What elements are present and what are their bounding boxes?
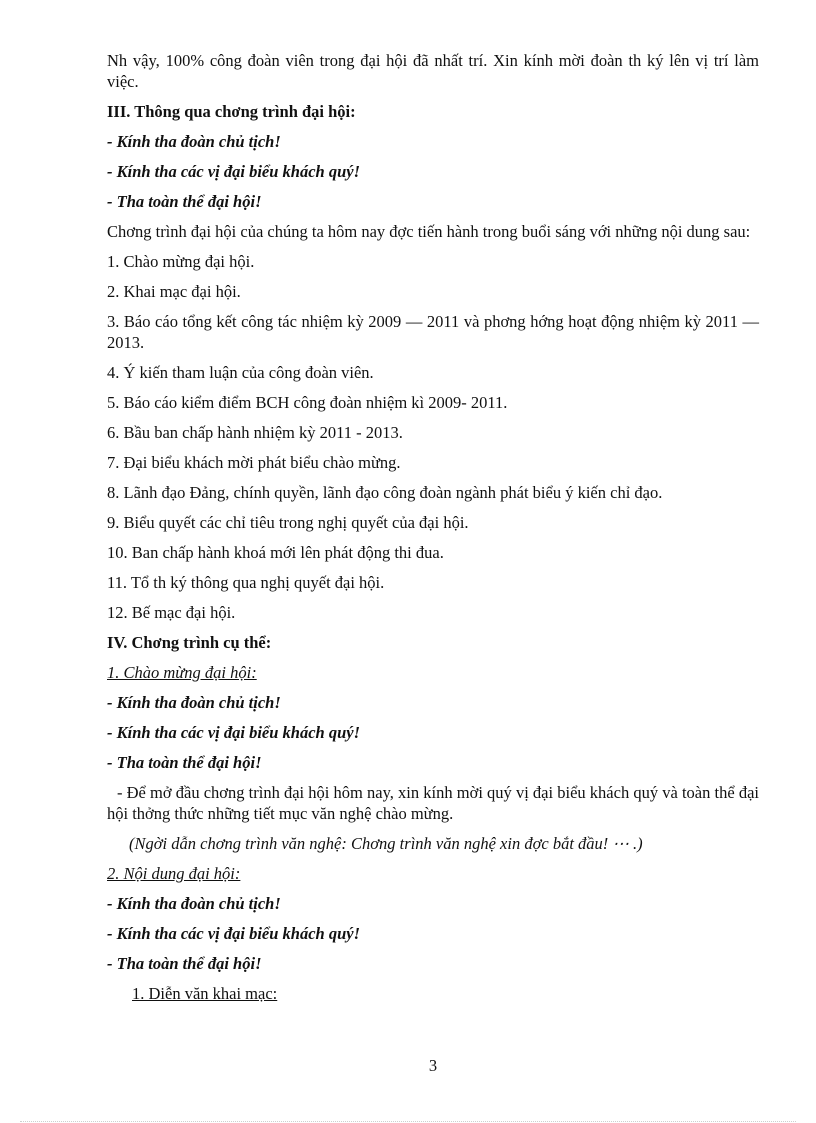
agenda-item: 4. Ý kiến tham luận của công đoàn viên. [107,363,374,382]
section-3-heading: III. Thông qua chơng trình đại hội: [107,102,356,121]
page-number: 3 [428,1056,438,1075]
greeting-congress: - Tha toàn thể đại hội! [107,954,262,973]
part-2-title: 2. Nội dung đại hội: [107,864,241,883]
agenda-item: 11. Tổ th ký thông qua nghị quyết đại hội. [107,573,385,592]
opening-paragraph: - Để mở đầu chơng trình đại hội hôm nay, xin kính mời quý vị đại biểu khách quý và toàn thể đại hội thởng thức những tiết mục văn nghệ chào mừng. [107,783,759,823]
mc-note: (Ngời dẫn chơng trình văn nghệ: Chơng trình văn nghệ xin đợc bắt đầu! ⋯ .) [129,834,643,853]
document-page [107,50,759,1004]
greeting-guests: - Kính tha các vị đại biểu khách quý! [107,162,361,181]
agenda-item: 6. Bầu ban chấp hành nhiệm kỳ 2011 - 2013. [107,423,403,442]
agenda-item: 2. Khai mạc đại hội. [107,282,241,301]
page-bottom-divider [20,1121,796,1122]
greeting-presidium: - Kính tha đoàn chủ tịch! [107,132,281,151]
greeting-guests: - Kính tha các vị đại biểu khách quý! [107,924,361,943]
agenda-item: 10. Ban chấp hành khoá mới lên phát động thi đua. [107,543,444,562]
part-1-title: 1. Chào mừng đại hội: [107,663,257,682]
intro-paragraph: Nh vậy, 100% công đoàn viên trong đại hội đã nhất trí. Xin kính mời đoàn th ký lên vị trí làm việc. [107,51,759,91]
greeting-congress: - Tha toàn thể đại hội! [107,192,262,211]
agenda-item: 5. Báo cáo kiểm điểm BCH công đoàn nhiệm kì 2009- 2011. [107,393,508,412]
agenda-item: 3. Báo cáo tổng kết công tác nhiệm kỳ 2009 — 2011 và phơng hớng hoạt động nhiệm kỳ 2011 — 2013. [107,312,759,352]
opening-speech-title: 1. Diễn văn khai mạc: [132,984,278,1003]
agenda-item: 7. Đại biểu khách mời phát biểu chào mừng. [107,453,401,472]
agenda-item: 9. Biểu quyết các chỉ tiêu trong nghị quyết của đại hội. [107,513,469,532]
agenda-item: 1. Chào mừng đại hội. [107,252,255,271]
greeting-presidium: - Kính tha đoàn chủ tịch! [107,894,281,913]
agenda-item: 8. Lãnh đạo Đảng, chính quyền, lãnh đạo công đoàn ngành phát biểu ý kiến chỉ đạo. [107,483,663,502]
greeting-guests: - Kính tha các vị đại biểu khách quý! [107,723,361,742]
section-4-heading: IV. Chơng trình cụ thể: [107,633,272,652]
greeting-congress: - Tha toàn thể đại hội! [107,753,262,772]
greeting-presidium: - Kính tha đoàn chủ tịch! [107,693,281,712]
agenda-intro: Chơng trình đại hội của chúng ta hôm nay đợc tiến hành trong buổi sáng với những nội dung sau: [107,222,751,241]
agenda-item: 12. Bế mạc đại hội. [107,603,236,622]
